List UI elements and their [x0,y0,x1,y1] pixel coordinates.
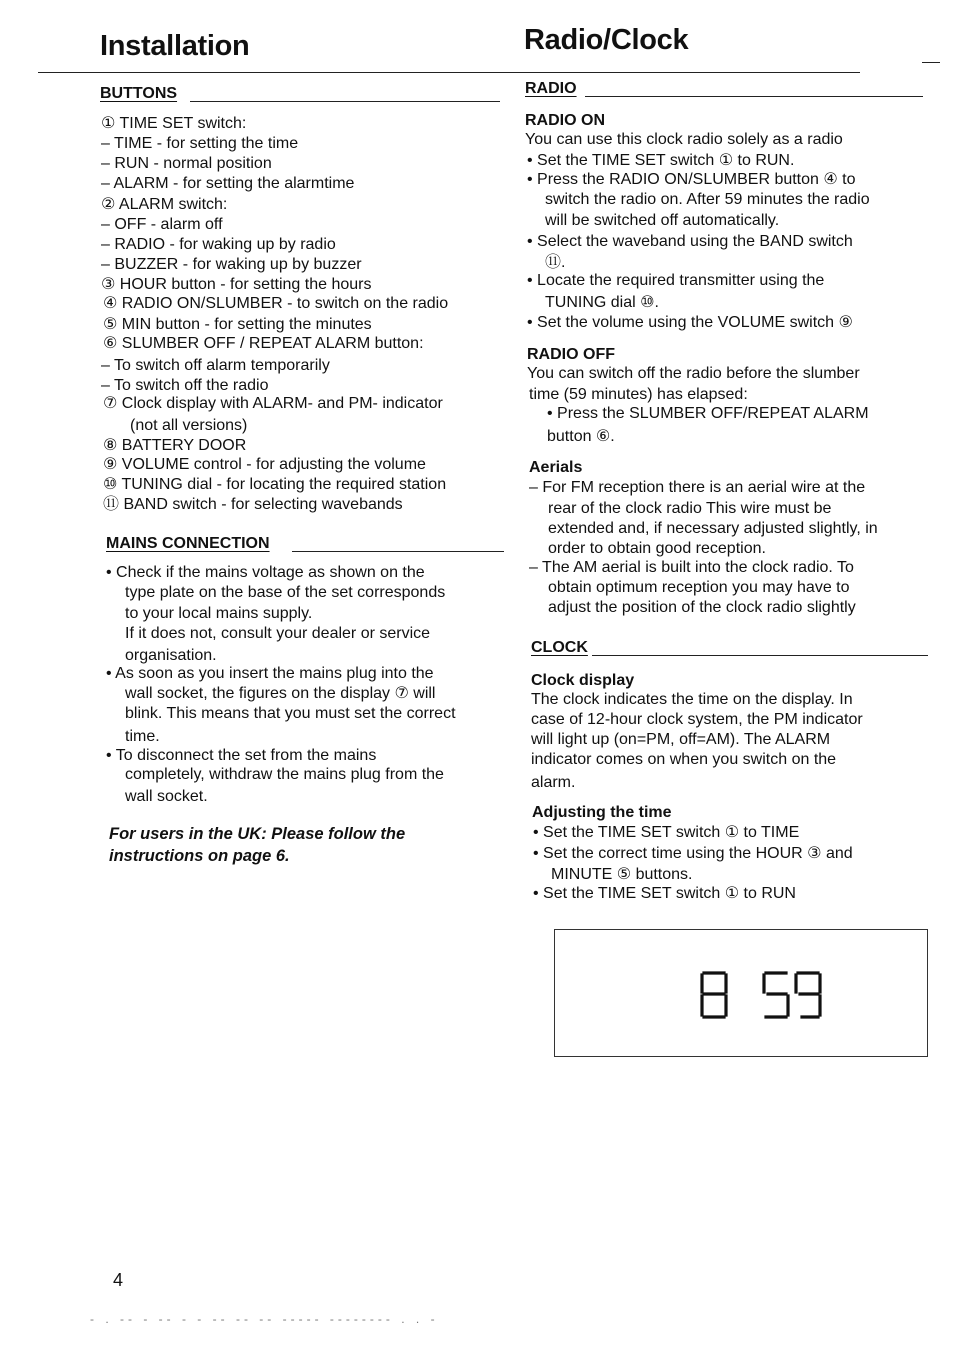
header-rule [38,72,860,73]
aerials-line: obtain optimum reception you may have to [548,579,850,596]
page-number: 4 [113,1270,124,1290]
button-list-item: ⑪ BAND switch - for selecting wavebands [103,496,403,513]
button-list-item: – TIME - for setting the time [101,135,299,152]
radio-rule [585,96,923,97]
radio-on-line: • Set the volume using the VOLUME switch ⑨ [527,314,853,331]
header-rule-tail [922,62,940,63]
radio-off-line: time (59 minutes) has elapsed: [529,386,748,403]
uk-note-line: instructions on page 6. [109,847,290,865]
adjusting-time-line: • Set the TIME SET switch ① to TIME [533,824,800,841]
subheading-radio-off: RADIO OFF [527,346,615,363]
radio-off-line: button ⑥. [547,428,615,445]
mains-line: wall socket. [125,788,208,805]
button-list-item: ① TIME SET switch: [101,115,247,132]
radio-on-line: ⑪. [545,254,566,271]
mains-line: organisation. [125,647,217,664]
radio-on-line: You can use this clock radio solely as a radio [525,131,843,148]
button-list-item: – OFF - alarm off [101,216,223,233]
radio-on-line: • Locate the required transmitter using the [527,272,825,289]
scan-artifact: - . -- - -- - - -- -- -- ----- -------- . . - [90,1312,439,1326]
clock-display-line: indicator comes on when you switch on the [531,751,837,768]
subheading-clock-display: Clock display [531,672,635,689]
mains-line: • Check if the mains voltage as shown on the [106,564,425,581]
aerials-line: adjust the position of the clock radio slightly [548,599,856,616]
buttons-rule [190,101,500,102]
subheading-radio-on: RADIO ON [525,112,605,129]
button-list-item: ⑨ VOLUME control - for adjusting the volume [103,456,426,473]
clock-display-line: case of 12-hour clock system, the PM indicator [531,711,863,728]
clock-rule [592,655,928,656]
button-list-item: – RUN - normal position [101,155,272,172]
clock-display-line: alarm. [531,774,576,791]
section-title-radio: RADIO [525,80,577,97]
button-list-item: ⑥ SLUMBER OFF / REPEAT ALARM button: [103,335,424,352]
mains-line: time. [125,728,160,745]
section-title-buttons: BUTTONS [100,85,178,102]
subheading-aerials: Aerials [529,459,583,476]
radio-on-line: will be switched off automatically. [545,212,780,229]
button-list-item: ④ RADIO ON/SLUMBER - to switch on the radio [103,295,449,312]
adjusting-time-line: • Set the correct time using the HOUR ③ and [533,845,853,862]
adjusting-time-line: • Set the TIME SET switch ① to RUN [533,885,796,902]
button-list-item: – To switch off the radio [101,377,269,394]
heading-radio-clock: Radio/Clock [524,24,689,56]
aerials-line: order to obtain good reception. [548,540,766,557]
button-list-item: – ALARM - for setting the alarmtime [101,175,355,192]
radio-on-line: • Set the TIME SET switch ① to RUN. [527,152,795,169]
clock-display-line: will light up (on=PM, off=AM). The ALARM [531,731,831,748]
aerials-line: rear of the clock radio This wire must be [548,500,832,517]
mains-line: to your local mains supply. [125,605,313,622]
radio-on-line: • Press the RADIO ON/SLUMBER button ④ to [527,171,856,188]
button-list-item: – To switch off alarm temporarily [101,357,330,374]
section-title-mains: MAINS CONNECTION [106,535,270,552]
uk-note-line: For users in the UK: Please follow the [109,825,406,843]
radio-off-line: • Press the SLUMBER OFF/REPEAT ALARM [547,405,869,422]
radio-on-line: switch the radio on. After 59 minutes the radio [545,191,870,208]
mains-line: type plate on the base of the set corresponds [125,584,446,601]
heading-installation: Installation [100,30,250,62]
button-list-item: (not all versions) [130,417,248,434]
mains-line: blink. This means that you must set the correct [125,705,456,722]
radio-on-line: TUNING dial ⑩. [545,294,659,311]
aerials-line: – For FM reception there is an aerial wire at the [529,479,866,496]
button-list-item: ⑤ MIN button - for setting the minutes [103,316,372,333]
aerials-line: – The AM aerial is built into the clock radio. To [529,559,854,576]
mains-line: If it does not, consult your dealer or service [125,625,431,642]
radio-on-line: • Select the waveband using the BAND switch [527,233,853,250]
mains-line: • To disconnect the set from the mains [106,747,377,764]
button-list-item: ③ HOUR button - for setting the hours [101,276,372,293]
lcd-digits [690,965,840,1025]
clock-display-line: The clock indicates the time on the display. In [531,691,853,708]
aerials-line: extended and, if necessary adjusted slightly, in [548,520,878,537]
radio-off-line: You can switch off the radio before the slumber [527,365,860,382]
button-list-item: – RADIO - for waking up by radio [101,236,336,253]
button-list-item: ⑩ TUNING dial - for locating the required station [103,476,447,493]
subheading-adjusting-time: Adjusting the time [532,804,672,821]
mains-line: • As soon as you insert the mains plug into the [106,665,434,682]
section-title-clock: CLOCK [531,639,588,656]
mains-line: completely, withdraw the mains plug from the [125,766,444,783]
button-list-item: ⑧ BATTERY DOOR [103,437,247,454]
button-list-item: ② ALARM switch: [101,196,228,213]
button-list-item: ⑦ Clock display with ALARM- and PM- indicator [103,395,443,412]
adjusting-time-line: MINUTE ⑤ buttons. [551,866,693,883]
button-list-item: – BUZZER - for waking up by buzzer [101,256,362,273]
mains-rule [292,551,504,552]
mains-line: wall socket, the figures on the display ⑦ will [125,685,436,702]
